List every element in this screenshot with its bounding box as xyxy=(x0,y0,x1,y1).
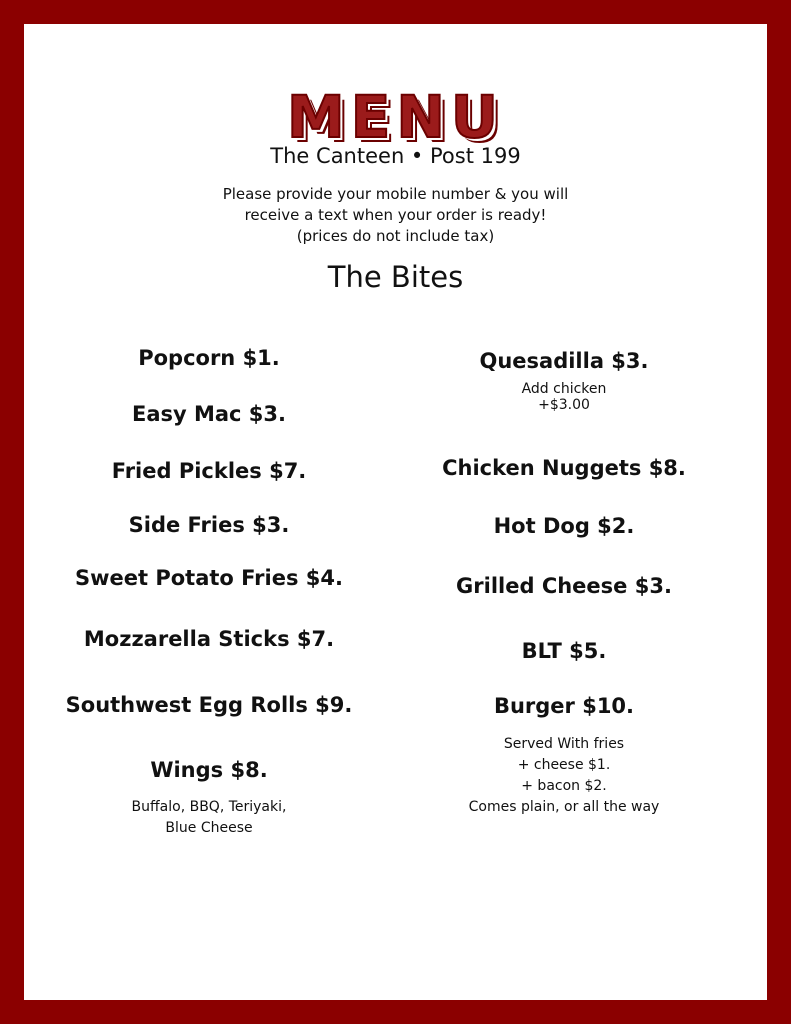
notice-line: (prices do not include tax) xyxy=(296,227,495,245)
note-line: + cheese $1. xyxy=(517,757,611,773)
note-line: Blue Cheese xyxy=(165,820,253,836)
menu-item-easy-mac: Easy Mac $3. xyxy=(131,402,287,426)
menu-item-fried-pickles: Fried Pickles $7. xyxy=(111,459,307,483)
menu-item-blt: BLT $5. xyxy=(521,639,607,663)
menu-item-side-fries: Side Fries $3. xyxy=(128,513,290,537)
notice-line: receive a text when your order is ready! xyxy=(244,206,547,224)
burger-options-note xyxy=(419,734,709,818)
menu-item-quesadilla: Quesadilla $3. xyxy=(479,349,649,373)
note-line: Served With fries xyxy=(503,736,625,752)
note-line: +$3.00 xyxy=(538,397,590,413)
menu-item-grilled-cheese: Grilled Cheese $3. xyxy=(456,574,672,598)
menu-item-southwest-egg-rolls: Southwest Egg Rolls $9. xyxy=(65,693,353,717)
quesadilla-addon-note xyxy=(419,381,709,413)
order-notice xyxy=(24,184,767,247)
menu-item-popcorn: Popcorn $1. xyxy=(138,346,280,370)
menu-item-burger: Burger $10. xyxy=(493,694,635,718)
menu-item-hot-dog: Hot Dog $2. xyxy=(493,514,635,538)
note-line: Add chicken xyxy=(521,381,607,397)
menu-item-chicken-nuggets: Chicken Nuggets $8. xyxy=(442,456,686,480)
menu-page xyxy=(24,24,767,1000)
notice-line: Please provide your mobile number & you will xyxy=(222,185,569,203)
note-line: Buffalo, BBQ, Teriyaki, xyxy=(131,799,287,815)
section-heading: The Bites xyxy=(327,260,464,294)
menu-item-wings: Wings $8. xyxy=(150,758,268,782)
menu-item-sweet-potato-fries: Sweet Potato Fries $4. xyxy=(75,566,343,590)
menu-title: MENU xyxy=(287,83,504,151)
menu-item-mozzarella-sticks: Mozzarella Sticks $7. xyxy=(83,627,335,651)
restaurant-name: The Canteen • Post 199 xyxy=(270,144,521,168)
note-line: + bacon $2. xyxy=(521,778,607,794)
wings-flavors-note xyxy=(64,797,354,839)
note-line: Comes plain, or all the way xyxy=(468,799,660,815)
